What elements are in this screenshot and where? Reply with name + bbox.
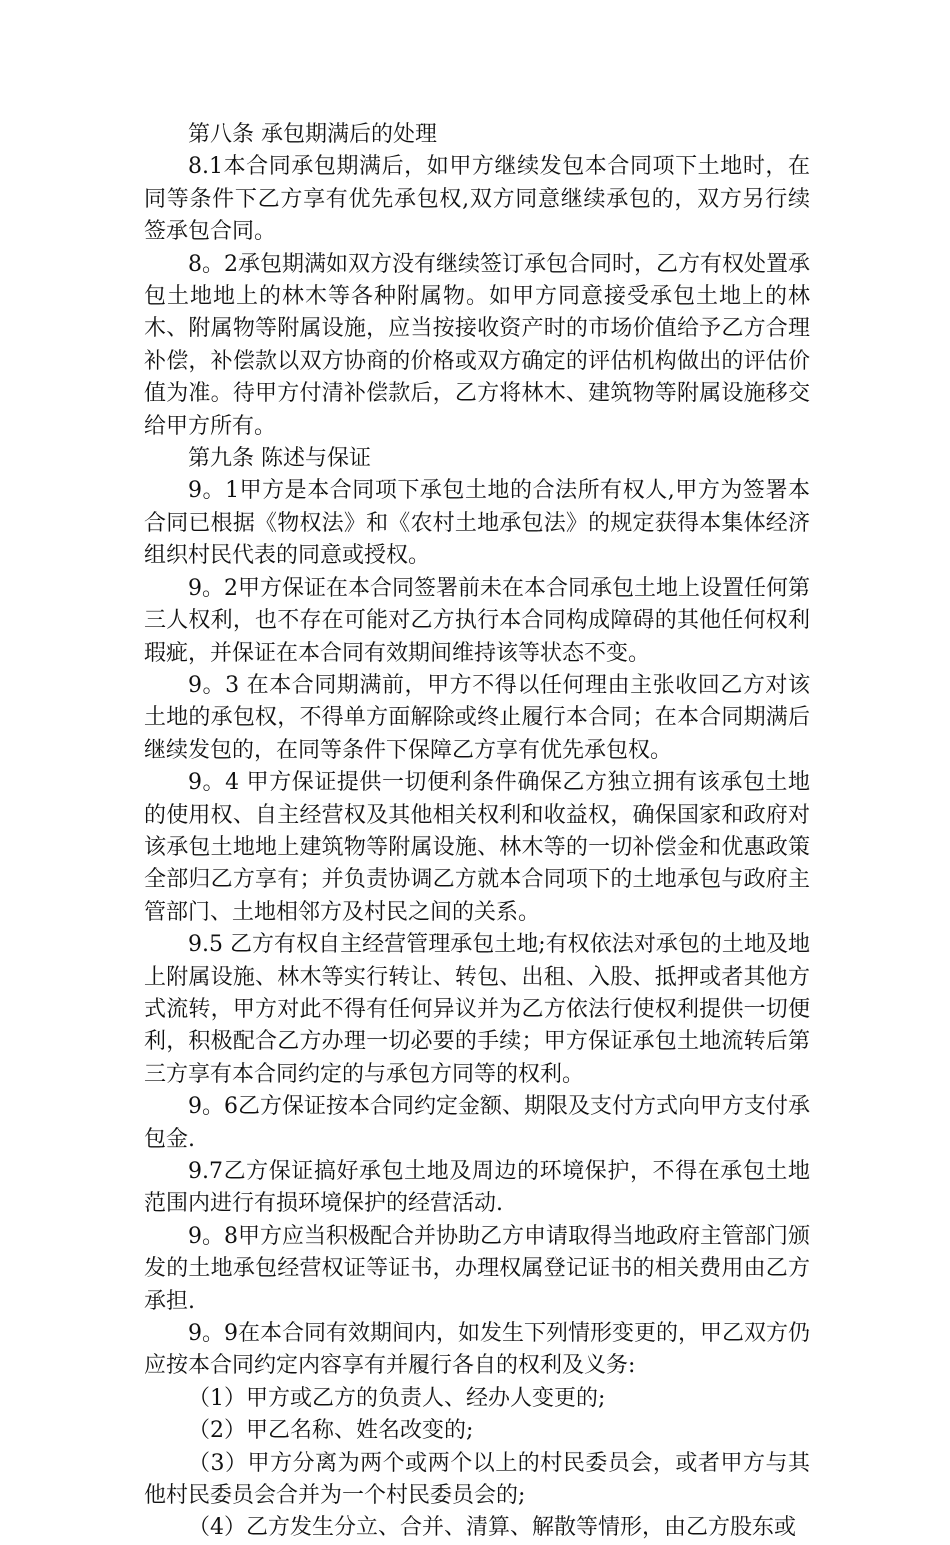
paragraph-9-2: 9。2甲方保证在本合同签署前未在本合同承包土地上设置任何第三人权利，也不存在可能对乙方执行本合同构成障碍的其他任何权利瑕疵，并保证在本合同有效期间维持该等状态不变。 bbox=[144, 575, 810, 666]
paragraph-9-6: 9。6乙方保证按本合同约定金额、期限及支付方式向甲方支付承包金. bbox=[144, 1094, 810, 1152]
paragraph-9-4: 9。4 甲方保证提供一切便利条件确保乙方独立拥有该承包土地的使用权、自主经营权及其他相关权利和收益权，确保国家和政府对该承包土地地上建筑物等附属设施、林木等的一切补偿金和优惠政策全部归乙方享有；并负责协调乙方就本合同项下的土地承包与政府主管部门、土地相邻方及村民之间的关系。 bbox=[144, 770, 810, 925]
paragraph-9-3: 9。3 在本合同期满前，甲方不得以任何理由主张收回乙方对该土地的承包权，不得单方面解除或终止履行本合同；在本合同期满后继续发包的，在同等条件下保障乙方享有优先承包权。 bbox=[144, 672, 810, 763]
section-heading-8: 第八条 承包期满后的处理 bbox=[188, 122, 437, 147]
list-item-3: （3）甲方分离为两个或两个以上的村民委员会，或者甲方与其他村民委员会合并为一个村民委员会的; bbox=[144, 1450, 810, 1509]
list-item-1: （1）甲方或乙方的负责人、经办人变更的; bbox=[188, 1385, 606, 1411]
paragraph-9-7: 9.7乙方保证搞好承包土地及周边的环境保护，不得在承包土地范围内进行有损环境保护的经营活动. bbox=[144, 1159, 810, 1217]
paragraph-9-8: 9。8甲方应当积极配合并协助乙方申请取得当地政府主管部门颁发的土地承包经营权证等证书，办理权属登记证书的相关费用由乙方承担. bbox=[144, 1223, 810, 1314]
list-item-2: （2）甲乙名称、姓名改变的; bbox=[188, 1418, 474, 1444]
paragraph-9-9: 9。9在本合同有效期间内，如发生下列情形变更的，甲乙双方仍应按本合同约定内容享有并履行各自的权利及义务: bbox=[144, 1321, 810, 1379]
paragraph-9-5: 9.5 乙方有权自主经营管理承包土地;有权依法对承包的土地及地上附属设施、林木等实行转让、转包、出租、入股、抵押或者其他方式流转，甲方对此不得有任何异议并为乙方依法行使权利提供一切便利，积极配合乙方办理一切必要的手续；甲方保证承包土地流转后第三方享有本合同约定的与承包方同等的权利。 bbox=[144, 932, 810, 1087]
list-item-4: （4）乙方发生分立、合并、清算、解散等情形，由乙方股东或 bbox=[188, 1515, 796, 1541]
section-heading-9: 第九条 陈述与保证 bbox=[188, 446, 371, 472]
paragraph-8-1: 8.1本合同承包期满后，如甲方继续发包本合同项下土地时，在同等条件下乙方享有优先承包权,双方同意继续承包的，双方另行续签承包合同。 bbox=[144, 154, 810, 245]
paragraph-9-1: 9。1甲方是本合同项下承包土地的合法所有权人,甲方为签署本合同已根据《物权法》和《农村土地承包法》的规定获得本集体经济组织村民代表的同意或授权。 bbox=[144, 478, 810, 569]
document-body bbox=[144, 119, 810, 1545]
paragraph-8-2: 8。2承包期满如双方没有继续签订承包合同时，乙方有权处置承包土地地上的林木等各种附属物。如甲方同意接受承包土地上的林木、附属物等附属设施，应当按接收资产时的市场价值给予乙方合理补偿，补偿款以双方协商的价格或双方确定的评估机构做出的评估价值为准。待甲方付清补偿款后，乙方将林木、建筑物等附属设施移交给甲方所有。 bbox=[144, 251, 810, 439]
